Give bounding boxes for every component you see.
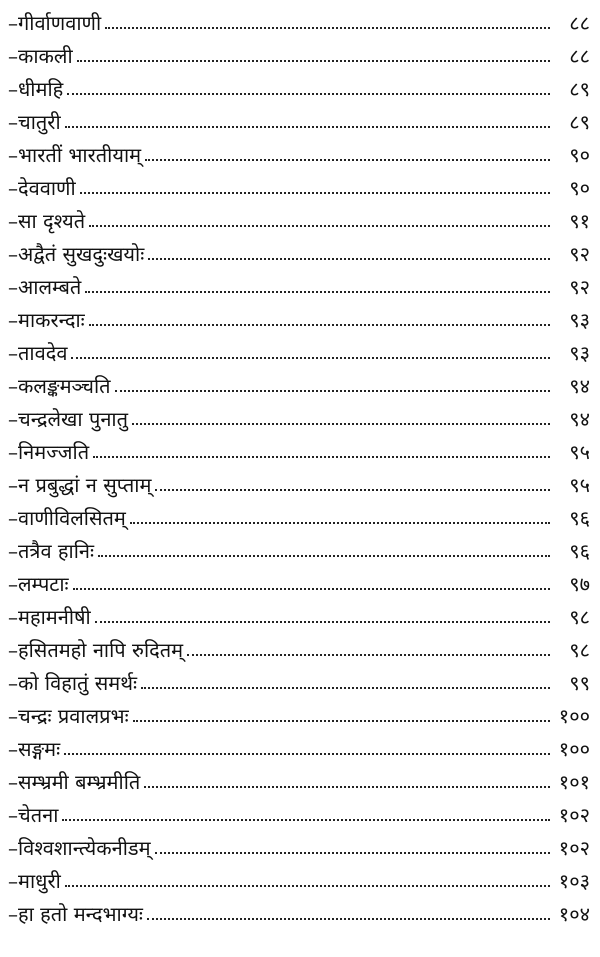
toc-entry-title: –तावदेव: [8, 341, 68, 365]
dot-leader: [98, 555, 550, 557]
toc-entry[interactable]: [8, 464, 590, 497]
toc-entry-page: ९२: [569, 242, 590, 266]
toc-entry-page: १०२: [558, 836, 590, 860]
toc-entry-page: ९०: [569, 143, 590, 167]
dot-leader: [93, 456, 550, 458]
toc-entry[interactable]: [8, 431, 590, 464]
toc-entry[interactable]: [8, 398, 590, 431]
toc-entry[interactable]: [8, 167, 590, 200]
toc-entry-title: –हसितमहो नापि रुदितम्: [8, 638, 184, 662]
toc-entry[interactable]: [8, 332, 590, 365]
toc-entry[interactable]: [8, 563, 590, 596]
toc-entry-title: –सङ्गमः: [8, 737, 61, 761]
toc-entry-page: ९१: [569, 209, 590, 233]
dot-leader: [65, 885, 550, 887]
dot-leader: [89, 225, 550, 227]
toc-entry-page: ९५: [569, 440, 590, 464]
dot-leader: [133, 720, 550, 722]
toc-entry-title: –निमज्जति: [8, 440, 90, 464]
toc-entry-title: –चन्द्रलेखा पुनातु: [8, 407, 128, 431]
toc-entry[interactable]: [8, 662, 590, 695]
dot-leader: [144, 786, 550, 788]
toc-entry-page: ९४: [569, 407, 590, 431]
toc-entry-page: ९९: [569, 671, 590, 695]
toc-entry-title: –तत्रैव हानिः: [8, 539, 95, 563]
toc-entry-page: ८८: [569, 44, 590, 68]
dot-leader: [85, 291, 550, 293]
toc-entry-page: ९३: [569, 308, 590, 332]
toc-entry-title: –न प्रबुद्धां न सुप्ताम्: [8, 473, 152, 497]
dot-leader: [105, 27, 550, 29]
dot-leader: [89, 324, 550, 326]
dot-leader: [64, 753, 550, 755]
toc-entry-page: ९६: [569, 506, 590, 530]
toc-entry-title: –सम्भ्रमी बम्भ्रमीति: [8, 770, 141, 794]
toc-entry-title: –चातुरी: [8, 110, 61, 134]
toc-entry-page: ८९: [569, 110, 590, 134]
toc-entry[interactable]: [8, 893, 590, 926]
toc-entry[interactable]: [8, 2, 590, 35]
toc-entry-title: –अद्वैतं सुखदुःखयोः: [8, 242, 145, 266]
dot-leader: [80, 192, 550, 194]
table-of-contents: [8, 2, 590, 926]
toc-entry-page: ९६: [569, 539, 590, 563]
toc-entry-title: –कलङ्कमञ्चति: [8, 374, 111, 398]
toc-entry[interactable]: [8, 629, 590, 662]
toc-entry-page: ९८: [569, 605, 590, 629]
dot-leader: [67, 93, 550, 95]
toc-entry[interactable]: [8, 233, 590, 266]
dot-leader: [132, 423, 550, 425]
toc-entry-page: १०४: [558, 902, 590, 926]
toc-entry-title: –भारतीं भारतीयाम्: [8, 143, 142, 167]
toc-entry[interactable]: [8, 761, 590, 794]
toc-entry-title: –माधुरी: [8, 869, 61, 893]
toc-entry[interactable]: [8, 827, 590, 860]
toc-entry[interactable]: [8, 266, 590, 299]
dot-leader: [155, 852, 550, 854]
toc-entry-title: –वाणीविलसितम्: [8, 506, 126, 530]
toc-entry-page: १००: [558, 704, 590, 728]
toc-entry-page: ९२: [569, 275, 590, 299]
toc-entry-page: ९८: [569, 638, 590, 662]
toc-entry[interactable]: [8, 365, 590, 398]
toc-entry-page: ९७: [569, 572, 590, 596]
toc-entry-title: –गीर्वाणवाणी: [8, 11, 102, 35]
toc-entry-title: –देववाणी: [8, 176, 76, 200]
dot-leader: [187, 654, 550, 656]
toc-entry[interactable]: [8, 101, 590, 134]
toc-entry-title: –विश्वशान्त्येकनीडम्: [8, 836, 151, 860]
toc-entry-title: –सा दृश्यते: [8, 209, 86, 233]
toc-entry-title: –चन्द्रः प्रवालप्रभः: [8, 704, 129, 728]
toc-entry-title: –धीमहि: [8, 77, 64, 101]
dot-leader: [148, 258, 550, 260]
dot-leader: [77, 60, 550, 62]
dot-leader: [95, 621, 550, 623]
toc-entry-page: १०३: [558, 869, 590, 893]
toc-entry-page: १०२: [558, 803, 590, 827]
dot-leader: [73, 588, 550, 590]
toc-entry[interactable]: [8, 596, 590, 629]
toc-entry-page: ९०: [569, 176, 590, 200]
toc-entry[interactable]: [8, 134, 590, 167]
dot-leader: [71, 357, 550, 359]
toc-entry-title: –माकरन्दाः: [8, 308, 85, 332]
toc-entry[interactable]: [8, 794, 590, 827]
toc-entry[interactable]: [8, 68, 590, 101]
toc-entry-title: –लम्पटाः: [8, 572, 69, 596]
toc-entry-page: १००: [558, 737, 590, 761]
dot-leader: [145, 159, 550, 161]
toc-entry[interactable]: [8, 530, 590, 563]
toc-entry-page: ८८: [569, 11, 590, 35]
dot-leader: [147, 918, 550, 920]
dot-leader: [141, 687, 550, 689]
toc-entry-page: ८९: [569, 77, 590, 101]
dot-leader: [62, 819, 550, 821]
toc-entry[interactable]: [8, 695, 590, 728]
toc-entry-title: –काकली: [8, 44, 73, 68]
toc-entry-title: –आलम्बते: [8, 275, 82, 299]
toc-entry-title: –को विहातुं समर्थः: [8, 671, 138, 695]
dot-leader: [115, 390, 550, 392]
toc-entry[interactable]: [8, 860, 590, 893]
dot-leader: [65, 126, 550, 128]
dot-leader: [155, 489, 550, 491]
toc-entry-title: –हा हतो मन्दभाग्यः: [8, 902, 143, 926]
toc-entry-page: ९३: [569, 341, 590, 365]
toc-entry-page: ९४: [569, 374, 590, 398]
toc-entry-page: ९५: [569, 473, 590, 497]
toc-entry[interactable]: [8, 299, 590, 332]
dot-leader: [130, 522, 550, 524]
toc-entry[interactable]: [8, 728, 590, 761]
toc-entry-page: १०१: [558, 770, 590, 794]
toc-entry[interactable]: [8, 497, 590, 530]
toc-entry-title: –महामनीषी: [8, 605, 91, 629]
toc-entry[interactable]: [8, 35, 590, 68]
toc-entry[interactable]: [8, 200, 590, 233]
toc-entry-title: –चेतना: [8, 803, 59, 827]
